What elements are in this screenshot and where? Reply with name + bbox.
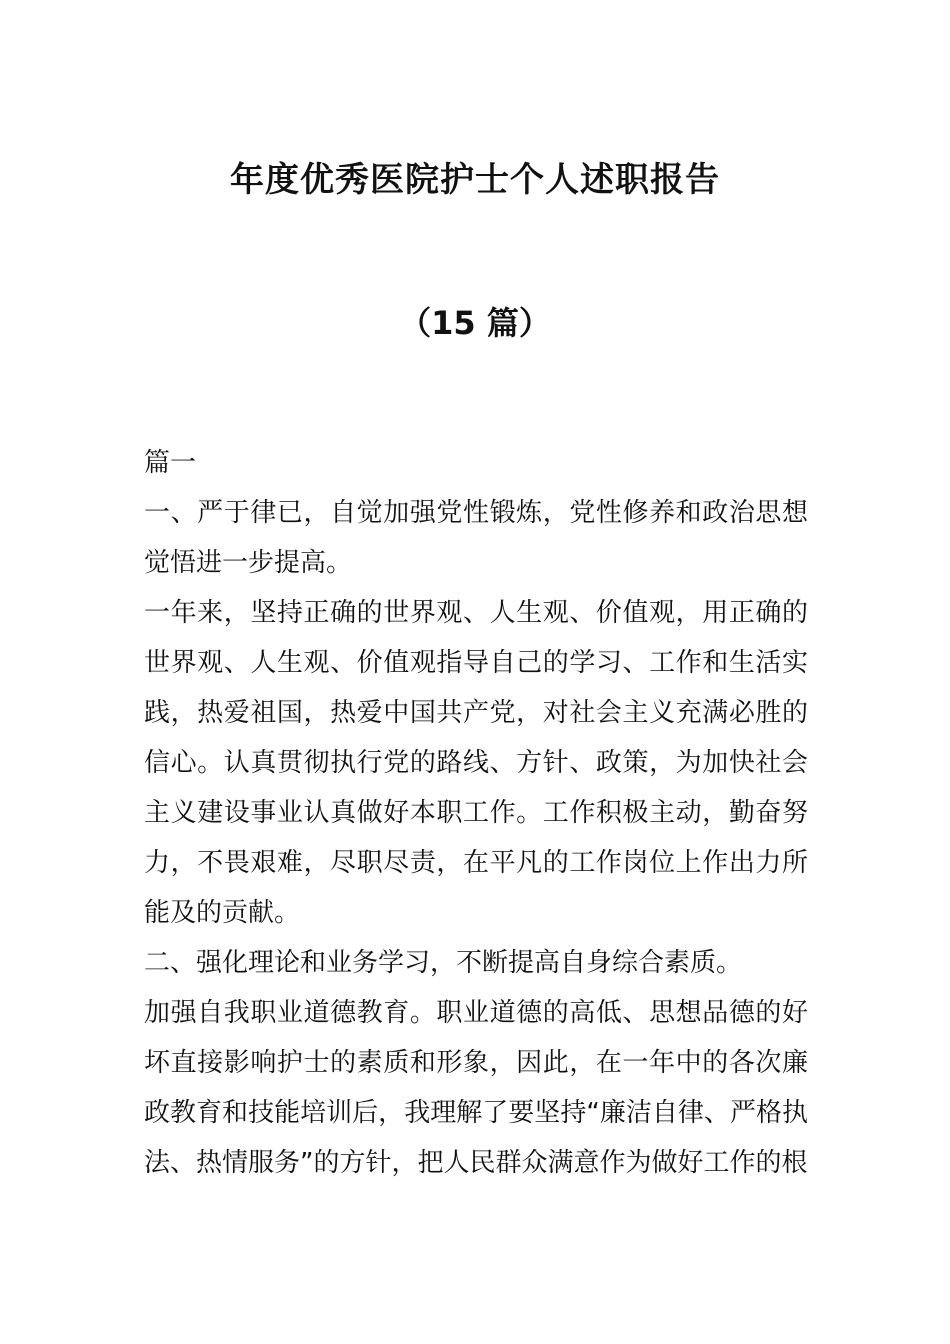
document-title: 年度优秀医院护士个人述职报告 bbox=[230, 160, 720, 200]
document-body bbox=[144, 438, 808, 1188]
section-heading: 篇一 bbox=[144, 448, 197, 478]
paragraph: 二、强化理论和业务学习，不断提高自身综合素质。 bbox=[144, 948, 743, 978]
paragraph: 一年来，坚持正确的世界观、人生观、价值观，用正确的世界观、人生观、价值观指导自己的学习、工作和生活实践，热爱祖国，热爱中国共产党，对社会主义充满必胜的信心。认真贯彻执行党的路线、方针、政策，为加快社会主义建设事业认真做好本职工作。工作积极主动，勤奋努力，不畏艰难，尽职尽责，在平凡的工作岗位上作出力所能及的贡献。 bbox=[144, 598, 808, 928]
document-subtitle: （15 篇） bbox=[399, 304, 551, 342]
paragraph: 加强自我职业道德教育。职业道德的高低、思想品德的好坏直接影响护士的素质和形象，因此，在一年中的各次廉政教育和技能培训后，我理解了要坚持“廉洁自律、严格执法、热情服务”的方针，把人民群众满意作为做好工作的根 bbox=[144, 998, 808, 1178]
paragraph: 一、严于律已，自觉加强党性锻炼，党性修养和政治思想觉悟进一步提高。 bbox=[144, 498, 808, 578]
